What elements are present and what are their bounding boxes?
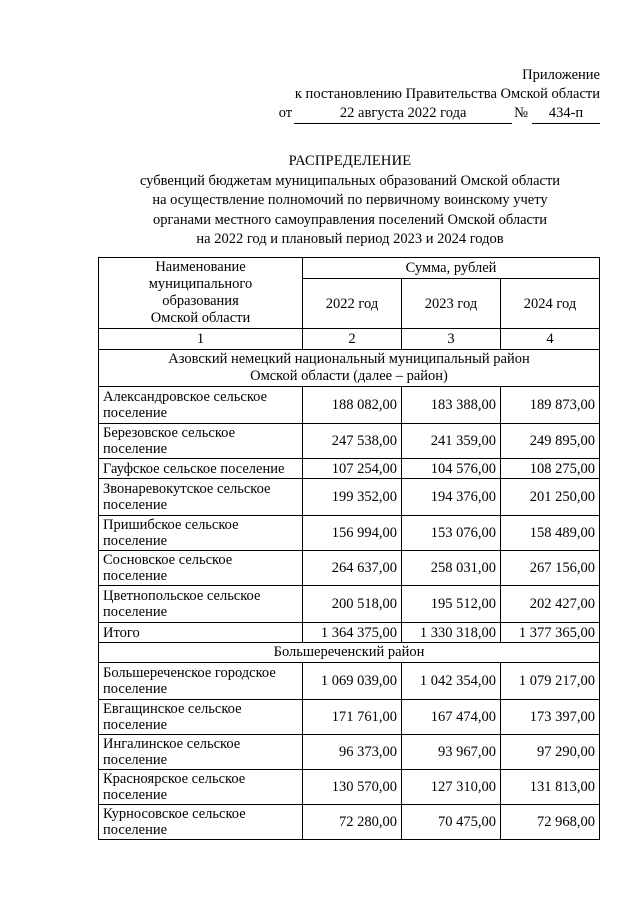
settlement-name: Цветнопольское сельское поселение bbox=[99, 586, 303, 623]
settlement-name: Красноярское сельское поселение bbox=[99, 770, 303, 805]
settlement-name: Березовское сельское поселение bbox=[99, 424, 303, 459]
appendix-date-line bbox=[279, 104, 600, 124]
resolution-date: 22 августа 2022 года bbox=[294, 104, 512, 124]
appendix-header bbox=[279, 66, 600, 124]
amount-cell: 195 512,00 bbox=[402, 586, 501, 623]
region-header bbox=[99, 643, 600, 663]
amount-cell: 131 813,00 bbox=[501, 770, 600, 805]
amount-cell: 200 518,00 bbox=[303, 586, 402, 623]
amount-cell: 171 761,00 bbox=[303, 700, 402, 735]
number-label: № bbox=[514, 105, 528, 121]
name-column-header: Наименование муниципального образования Омской области bbox=[99, 258, 303, 329]
table-row bbox=[99, 551, 600, 586]
table-row bbox=[99, 805, 600, 840]
table-row bbox=[99, 459, 600, 479]
title-line: на осуществление полномочий по первичному воинскому учету bbox=[152, 192, 548, 208]
settlement-name: Александровское сельское поселение bbox=[99, 387, 303, 424]
region-row bbox=[99, 643, 600, 663]
amount-cell: 1 069 039,00 bbox=[303, 663, 402, 700]
total-row bbox=[99, 623, 600, 643]
amount-cell: 97 290,00 bbox=[501, 735, 600, 770]
amount-cell: 183 388,00 bbox=[402, 387, 501, 424]
settlement-name: Большереченское городское поселение bbox=[99, 663, 303, 700]
column-index: 1 bbox=[99, 329, 303, 350]
amount-cell: 96 373,00 bbox=[303, 735, 402, 770]
column-index: 4 bbox=[501, 329, 600, 350]
region-name-line: Азовский немецкий национальный муниципальный район bbox=[168, 351, 530, 367]
amount-cell: 127 310,00 bbox=[402, 770, 501, 805]
amount-cell: 247 538,00 bbox=[303, 424, 402, 459]
region-header bbox=[99, 350, 600, 387]
title-line: органами местного самоуправления поселений Омской области bbox=[152, 211, 548, 228]
amount-cell: 104 576,00 bbox=[402, 459, 501, 479]
settlement-name: Звонаревокутское сельское поселение bbox=[99, 479, 303, 516]
amount-cell: 201 250,00 bbox=[501, 479, 600, 516]
year-header: 2022 год bbox=[303, 279, 402, 329]
amount-cell: 1 364 375,00 bbox=[303, 623, 402, 643]
settlement-name: Пришибское сельское поселение bbox=[99, 516, 303, 551]
amount-cell: 1 377 365,00 bbox=[501, 623, 600, 643]
settlement-name: Сосновское сельское поселение bbox=[99, 551, 303, 586]
amount-cell: 1 330 318,00 bbox=[402, 623, 501, 643]
amount-cell: 158 489,00 bbox=[501, 516, 600, 551]
settlement-name: Гауфское сельское поселение bbox=[99, 459, 303, 479]
amount-cell: 264 637,00 bbox=[303, 551, 402, 586]
amount-cell: 93 967,00 bbox=[402, 735, 501, 770]
amount-cell: 173 397,00 bbox=[501, 700, 600, 735]
settlement-name: Курносовское сельское поселение bbox=[99, 805, 303, 840]
amount-cell: 72 968,00 bbox=[501, 805, 600, 840]
settlement-name: Ингалинское сельское поселение bbox=[99, 735, 303, 770]
appendix-title: Приложение bbox=[522, 67, 600, 83]
resolution-number: 434-п bbox=[532, 104, 600, 124]
table-row bbox=[99, 770, 600, 805]
amount-cell: 267 156,00 bbox=[501, 551, 600, 586]
table-row bbox=[99, 424, 600, 459]
appendix-resolution: к постановлению Правительства Омской области bbox=[294, 86, 600, 102]
region-name-line: Омской области (далее – район) bbox=[250, 368, 448, 384]
amount-cell: 249 895,00 bbox=[501, 424, 600, 459]
amount-cell: 70 475,00 bbox=[402, 805, 501, 840]
distribution-table bbox=[98, 257, 600, 840]
amount-cell: 199 352,00 bbox=[303, 479, 402, 516]
title-heading: РАСПРЕДЕЛЕНИЕ bbox=[288, 153, 412, 169]
year-header: 2023 год bbox=[402, 279, 501, 329]
amount-cell: 108 275,00 bbox=[501, 459, 600, 479]
title-line: субвенций бюджетам муниципальных образований Омской области bbox=[139, 172, 561, 189]
table-row bbox=[99, 586, 600, 623]
settlement-name: Итого bbox=[99, 623, 303, 643]
sum-header: Сумма, рублей bbox=[303, 258, 600, 279]
table-row bbox=[99, 516, 600, 551]
amount-cell: 107 254,00 bbox=[303, 459, 402, 479]
title-line: на 2022 год и плановый период 2023 и 2024 годов bbox=[196, 231, 504, 247]
column-index: 2 bbox=[303, 329, 402, 350]
amount-cell: 194 376,00 bbox=[402, 479, 501, 516]
table-body bbox=[99, 350, 600, 840]
amount-cell: 258 031,00 bbox=[402, 551, 501, 586]
region-row bbox=[99, 350, 600, 387]
column-index: 3 bbox=[402, 329, 501, 350]
table-row bbox=[99, 479, 600, 516]
table-row bbox=[99, 700, 600, 735]
amount-cell: 1 079 217,00 bbox=[501, 663, 600, 700]
amount-cell: 72 280,00 bbox=[303, 805, 402, 840]
table-row bbox=[99, 387, 600, 424]
amount-cell: 130 570,00 bbox=[303, 770, 402, 805]
year-header: 2024 год bbox=[501, 279, 600, 329]
settlement-name: Евгащинское сельское поселение bbox=[99, 700, 303, 735]
amount-cell: 167 474,00 bbox=[402, 700, 501, 735]
amount-cell: 241 359,00 bbox=[402, 424, 501, 459]
table-row bbox=[99, 663, 600, 700]
amount-cell: 189 873,00 bbox=[501, 387, 600, 424]
amount-cell: 188 082,00 bbox=[303, 387, 402, 424]
document-title bbox=[0, 152, 640, 250]
amount-cell: 202 427,00 bbox=[501, 586, 600, 623]
amount-cell: 156 994,00 bbox=[303, 516, 402, 551]
from-label: от bbox=[278, 105, 293, 121]
amount-cell: 1 042 354,00 bbox=[402, 663, 501, 700]
table-row bbox=[99, 735, 600, 770]
region-name-line: Большереченский район bbox=[273, 644, 425, 660]
amount-cell: 153 076,00 bbox=[402, 516, 501, 551]
